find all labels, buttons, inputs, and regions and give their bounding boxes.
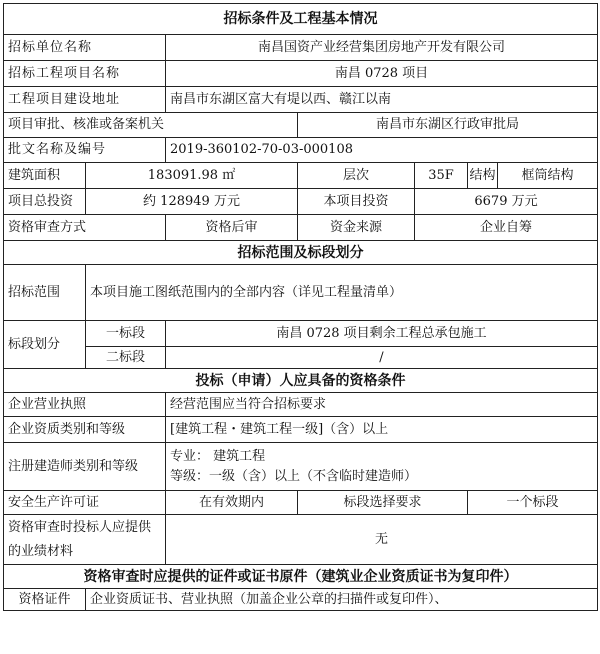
qualification-grade-value: [建筑工程・建筑工程一级]（含）以上 <box>166 417 598 443</box>
approver-value: 南昌市东湖区行政审批局 <box>298 113 598 138</box>
scope-value: 本项目施工图纸范围内的全部内容（详见工程量清单） <box>86 265 598 321</box>
project-investment-label: 本项目投资 <box>298 189 415 215</box>
section-header-certificates: 资格审查时应提供的证件或证书原件（建筑业企业资质证书为复印件） <box>4 565 598 589</box>
lot-1-label: 一标段 <box>86 321 166 347</box>
approval-doc-label: 批文名称及编号 <box>4 138 166 163</box>
section-header-basic: 招标条件及工程基本情况 <box>4 4 598 35</box>
floors-label: 层次 <box>298 163 415 189</box>
certificate-value: 企业资质证书、营业执照（加盖企业公章的扫描件或复印件）、 <box>86 589 598 611</box>
lot-2-value: / <box>166 347 598 369</box>
lot-selection-value: 一个标段 <box>468 491 598 515</box>
section-header-scope: 招标范围及标段划分 <box>4 241 598 265</box>
lot-1-value: 南昌 0728 项目剩余工程总承包施工 <box>166 321 598 347</box>
tenderer-value: 南昌国资产业经营集团房地产开发有限公司 <box>166 35 598 61</box>
approval-doc-value: 2019-360102-70-03-000108 <box>166 138 598 163</box>
project-investment-value: 6679 万元 <box>415 189 598 215</box>
safety-permit-label: 安全生产许可证 <box>4 491 166 515</box>
project-name-value: 南昌 0728 项目 <box>166 61 598 87</box>
total-investment-value: 约 128949 万元 <box>86 189 298 215</box>
floors-value: 35F <box>415 163 468 189</box>
scope-label: 招标范围 <box>4 265 86 321</box>
tender-info-table <box>3 3 598 611</box>
qualification-grade-label: 企业资质类别和等级 <box>4 417 166 443</box>
section-header-qualification: 投标（申请）人应具备的资格条件 <box>4 369 598 393</box>
lot-division-label: 标段划分 <box>4 321 86 369</box>
business-license-value: 经营范围应当符合招标要求 <box>166 393 598 417</box>
fund-source-value: 企业自筹 <box>415 215 598 241</box>
tenderer-label: 招标单位名称 <box>4 35 166 61</box>
business-license-label: 企业营业执照 <box>4 393 166 417</box>
project-name-label: 招标工程项目名称 <box>4 61 166 87</box>
address-value: 南昌市东湖区富大有堤以西、赣江以南 <box>166 87 598 113</box>
constructor-value <box>166 443 598 491</box>
constructor-major: 专业： 建筑工程 <box>170 448 266 464</box>
performance-materials-label: 资格审查时投标人应提供的业绩材料 <box>4 515 166 565</box>
area-label: 建筑面积 <box>4 163 86 189</box>
certificate-label: 资格证件 <box>4 589 86 611</box>
total-investment-label: 项目总投资 <box>4 189 86 215</box>
fund-source-label: 资金来源 <box>298 215 415 241</box>
constructor-label: 注册建造师类别和等级 <box>4 443 166 491</box>
constructor-level: 等级：一级（含）以上（不含临时建造师） <box>170 468 418 484</box>
performance-materials-value: 无 <box>166 515 598 565</box>
structure-value: 框筒结构 <box>498 163 598 189</box>
structure-label: 结构 <box>468 163 498 189</box>
safety-permit-value: 在有效期内 <box>166 491 298 515</box>
lot-selection-label: 标段选择要求 <box>298 491 468 515</box>
address-label: 工程项目建设地址 <box>4 87 166 113</box>
lot-2-label: 二标段 <box>86 347 166 369</box>
area-value: 183091.98 ㎡ <box>86 163 298 189</box>
review-method-value: 资格后审 <box>166 215 298 241</box>
approver-label: 项目审批、核准或备案机关 <box>4 113 298 138</box>
review-method-label: 资格审查方式 <box>4 215 166 241</box>
